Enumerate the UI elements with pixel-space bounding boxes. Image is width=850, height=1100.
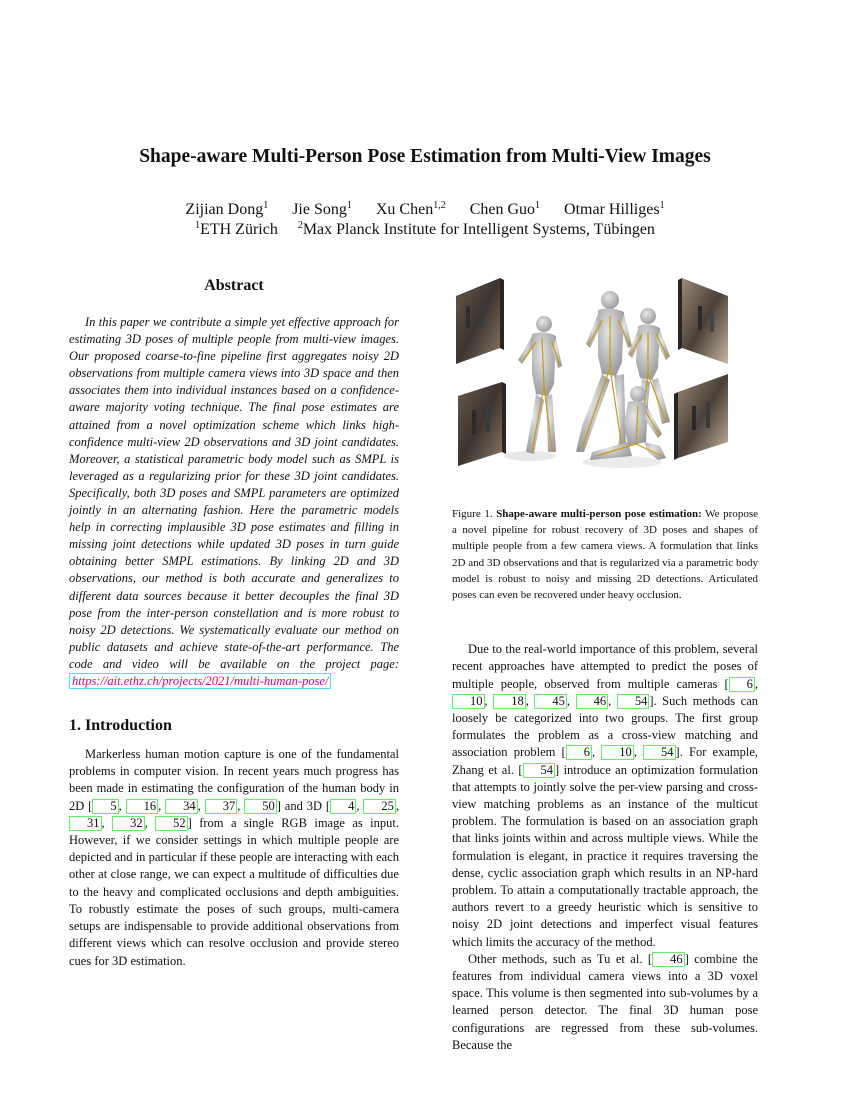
citation-link[interactable]: 6 bbox=[566, 745, 592, 760]
citation-link[interactable]: 37 bbox=[205, 799, 238, 814]
citation-link[interactable]: 10 bbox=[452, 694, 485, 709]
citation-link[interactable]: 34 bbox=[165, 799, 198, 814]
intro-paragraph: Due to the real-world importance of this problem, several recent approaches have attempted to predict the poses of multiple people, observed from multiple cameras [ 6 , 10 , 18 , 45 , 46 , 54 ]. Such methods can loosely be categorized into two groups. The first group formulates the problem as a cross-view matching and association problem [ 6 , 10 , 54 ]. For example, Zhang et al. [ 54 ] introduce an optimization formulation that attempts to jointly solve the per-view parsing and cross-view matching problems as an instance of the multicut problem. The formulation is based on an association graph that links joints within and across multiple views. While the formulation is elegant, in practice it requires traversing the dense, cyclic association graph which results in an NP-hard problem. To attain a computationally tractable approach, the authors revert to a greedy heuristic which is sensitive to noisy 2D joint detections and imperfect visual features which limits the accuracy of the method. bbox=[452, 642, 759, 949]
left-column bbox=[69, 276, 399, 970]
author-list bbox=[60, 199, 790, 220]
figure-illustration bbox=[452, 276, 758, 476]
citation-link[interactable]: 45 bbox=[534, 694, 567, 709]
citation-link[interactable]: 32 bbox=[112, 816, 145, 831]
citation-link[interactable]: 46 bbox=[652, 952, 685, 967]
author: Chen Guo$^1$ bbox=[469, 200, 541, 218]
citation-link[interactable]: 6 bbox=[729, 677, 755, 692]
project-page-link[interactable]: https://ait.ethz.ch/projects/2021/multi-human-pose/ bbox=[69, 673, 331, 689]
abstract-text: In this paper we contribute a simple yet effective approach for estimating 3D poses of multiple people from multi-view images. Our proposed coarse-to-fine pipeline first aggregates noisy 2D observations from multiple camera views into 3D space and then associates them into individual instances based on a confidence-aware majority voting technique. The final pose estimates are attained from a novel optimization scheme which links high-confidence multi-view 2D observations and 3D joint candidates. Moreover, a statistical parametric body model such as SMPL is leveraged as a regularizing prior for these 3D joint candidates. Specifically, both 3D poses and SMPL parameters are optimized jointly in an alternating fashion. Here the parametric models help in correcting implausible 3D pose estimates and filling in missing joint detections while updated 3D poses in turn guide obtaining better SMPL estimations. By linking 2D and 3D observations, our method is both accurate and generalizes to different data sources because it better decouples the final 3D pose from the inter-person constellation and is more robust to noisy 2D detections. We systematically evaluate our method on public datasets and achieve state-of-the-art performance. The code and video will be available on the project page: https://ait.ethz.ch/projects/2021/multi-human-pose/ bbox=[69, 315, 399, 688]
abstract-heading: Abstract bbox=[204, 277, 264, 294]
figure-caption: Figure 1. Shape-aware multi-person pose estimation: We propose a novel pipeline for robust recovery of 3D poses and shapes of multiple people from a few camera views. A formulation that links 2D and 3D observations and that is regularized via a parametric body model is robust to noisy and missing 2D detections. Articulated poses can even be recovered under heavy occlusion. bbox=[452, 508, 758, 602]
citation-link[interactable]: 50 bbox=[244, 799, 277, 814]
author: Xu Chen$^{1,2}$ bbox=[375, 200, 446, 218]
intro-paragraph: Markerless human motion capture is one of the fundamental problems in computer vision. In recent years much progress has been made in estimating the configuration of the human body in 2D [ 5 , 16 , 34 , 37 , 50 ] and 3D [ 4 , 25 , 31 , 32 , 52 ] from a single RGB image as input. However, if we consider settings in which multiple people are depicted and in particular if these people are interacting with each other at close range, we can expect a multitude of difficulties due to the heavy and complicated occlusions and depth ambiguities. To robustly estimate the poses of such groups, multi-camera setups are indispensable to provide additional observations from different views which can resolve occlusion and provide stereo cues for 3D estimation. bbox=[69, 747, 400, 968]
teaser-figure bbox=[452, 276, 758, 476]
right-column bbox=[452, 276, 758, 1054]
citation-link[interactable]: 10 bbox=[601, 745, 634, 760]
citation-link[interactable]: 25 bbox=[363, 799, 396, 814]
citation-link[interactable]: 4 bbox=[330, 799, 356, 814]
citation-link[interactable]: 18 bbox=[493, 694, 526, 709]
intro-continued bbox=[452, 641, 758, 1054]
author: Jie Song$^1$ bbox=[292, 200, 352, 218]
affiliation: $^1$ETH Zürich bbox=[195, 220, 278, 238]
citation-link[interactable]: 5 bbox=[92, 799, 118, 814]
author: Otmar Hilliges$^1$ bbox=[564, 200, 665, 218]
affiliation: $^2$Max Planck Institute for Intelligent Systems, Tübingen bbox=[297, 220, 655, 238]
author: Zijian Dong$^1$ bbox=[185, 200, 269, 218]
citation-link[interactable]: 54 bbox=[617, 694, 650, 709]
paper-title: Shape-aware Multi-Person Pose Estimation from Multi-View Images bbox=[139, 146, 711, 167]
citation-link[interactable]: 54 bbox=[643, 745, 676, 760]
citation-link[interactable]: 52 bbox=[155, 816, 188, 831]
citation-link[interactable]: 46 bbox=[576, 694, 609, 709]
citation-link[interactable]: 16 bbox=[126, 799, 159, 814]
introduction-heading: 1. Introduction bbox=[69, 717, 172, 735]
citation-link[interactable]: 54 bbox=[523, 763, 556, 778]
citation-link[interactable]: 31 bbox=[69, 816, 102, 831]
intro-paragraph: Other methods, such as Tu et al. [ 46 ] combine the features from individual camera views into a 3D voxel space. This volume is then segmented into sub-volumes by a learned person detector. The final 3D human pose configurations are regressed from these sub-volumes. Because the bbox=[452, 951, 758, 1052]
affiliations bbox=[60, 219, 790, 240]
